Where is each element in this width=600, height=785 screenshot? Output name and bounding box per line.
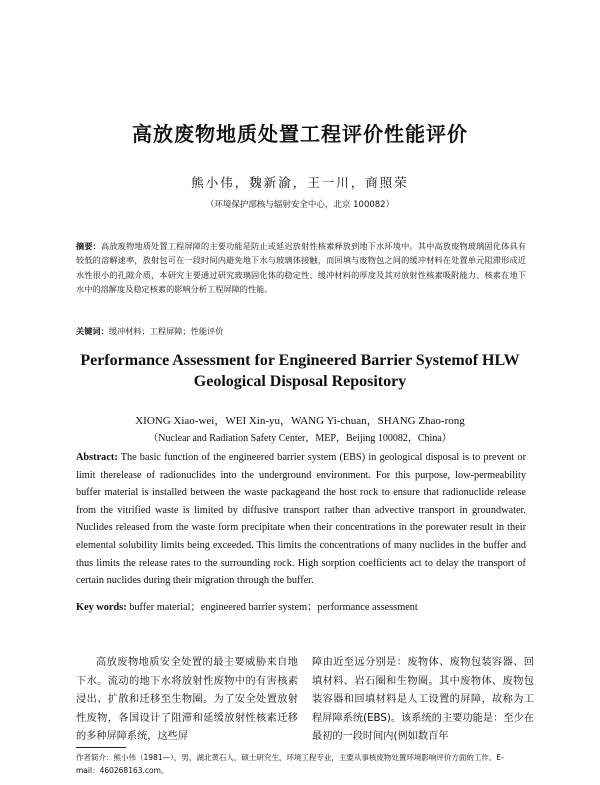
affiliation-en: （Nuclear and Radiation Safety Center，MEP，Beijing 100082，China） [148,433,452,444]
authors-cn: 熊小伟，魏新渝，王一川，商照荣 [191,175,409,190]
abstract-en-text: The basic function of the engineered barrier system (EBS) in geological disposal is to prevent or limit therelease of radionuclides into the underground environment. For this purpose, low-permeability buffer material is installed between the waste packageand the host rock to ensure that radionuclide release from the vitrified waste is limited by diffusive transport rather than advective transport in groundwater. Nuclides released from the waste form precipitate when their concentrations in the porewater result in their elemental solubility limits being exceeded. This limits the concentrations of many nuclides in the buffer and thus limits the release rates to the surrounding rock. High sorption coefficients act to delay the transport of certain nuclides during their migration through the buffer. [76,452,526,587]
paper-title-en: Performance Assessment for Engineered Barrier Systemof HLW Geological Disposal Repository [80,352,520,390]
keywords-en-label: Key words: [76,602,127,613]
body-column-left: 高放废物地质安全处置的最主要威胁来自地下水。流动的地下水将放射性废物中的有害核素浸出、扩散和迁移至生物圈。为了安全处置放射性废物，各国设计了阻滞和延缓放射性核素迁移的多种屏障系统，这些屏 [76,657,298,742]
keywords-en-text: buffer material；engineered barrier system；performance assessment [129,602,418,613]
abstract-cn-text: 高放废物地质处置工程屏障的主要功能是防止或延迟放射性核素释放到地下水环境中。其中高放废物玻璃固化体具有较低的溶解速率，放射包可在一段时间内避免地下水与玻璃体接触，而回填与废物包之间的缓冲材料在处置单元阻滞形成近水性很小的孔隙介质，本研究主要通过研究玻璃固化体的稳定性、缓冲材料的厚度及其对放射性核素吸附能力、核素在地下水中的溶解度及稳定核素的影响分析工程屏障的性能。 [76,241,526,294]
authors-en: XIONG Xiao-wei，WEI Xin-yu，WANG Yi-chuan，SHANG Zhao-rong [135,415,465,427]
keywords-cn-text: 缓冲材料；工程屏障；性能评价 [108,326,224,336]
author-footnote: 作者简介：熊小伟（1981—），男，湖北黄石人，硕士研究生，环境工程专业，主要从事核废物处置环境影响评价方面的工作。E-mail：460268163.com。 [76,753,504,775]
keywords-cn [76,325,526,338]
footnote-divider [76,747,126,748]
abstract-cn [76,239,526,296]
affiliation-cn: （环境保护部核与辐射安全中心，北京 100082） [205,200,395,210]
abstract-en-label: Abstract: [76,452,118,463]
abstract-en [76,449,526,590]
keywords-cn-label: 关键词： [76,326,109,336]
keywords-en [76,601,526,614]
body-column-right: 障由近至远分别是：废物体、废物包装容器、回填材料、岩石圈和生物圈。其中废物体、废物包装容器和回填材料是人工设置的屏障，故称为工程屏障系统(EBS)。该系统的主要功能是：至少在最初的一段时间内(例如数百年 [312,657,534,742]
paper-title-cn: 高放废物地质处置工程评价性能评价 [132,122,468,146]
abstract-cn-label: 摘要： [76,241,102,251]
